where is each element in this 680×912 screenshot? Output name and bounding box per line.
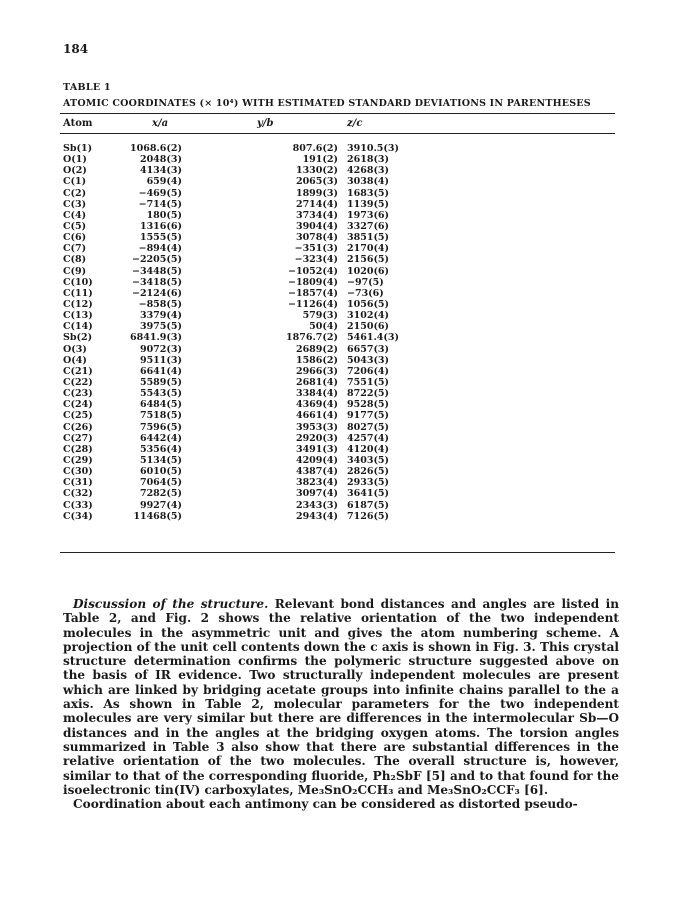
y-coordinate: 1586(2) — [295, 354, 338, 366]
z-coordinate: 6657(3) — [347, 343, 390, 355]
z-coordinate: 1139(5) — [347, 198, 390, 210]
x-coordinate: 5589(5) — [139, 376, 182, 388]
atom-label: C(7) — [63, 243, 87, 255]
y-coordinate: −351(3) — [294, 243, 338, 255]
atom-label: O(4) — [63, 354, 87, 366]
atom-label: O(2) — [63, 165, 87, 177]
z-coordinate: 4120(4) — [347, 443, 390, 455]
x-coordinate: 9511(3) — [139, 354, 182, 366]
page-number: 184 — [63, 42, 89, 56]
atom-label: Sb(2) — [63, 332, 93, 344]
atom-label: C(25) — [63, 410, 93, 422]
x-coordinate: 7596(5) — [139, 421, 182, 433]
z-coordinate: 1973(6) — [347, 209, 390, 221]
y-coordinate: 2920(3) — [295, 432, 338, 444]
table-row — [60, 243, 615, 254]
z-coordinate: 3403(5) — [347, 454, 390, 466]
atom-label: O(3) — [63, 343, 87, 355]
z-coordinate: 5043(3) — [347, 354, 390, 366]
z-coordinate: 9177(5) — [347, 410, 390, 422]
atom-label: C(34) — [63, 510, 93, 522]
table-row — [60, 477, 615, 488]
z-coordinate: 8027(5) — [347, 421, 390, 433]
x-coordinate: 11468(5) — [133, 510, 182, 522]
atom-label: C(5) — [63, 220, 87, 232]
table-row — [60, 277, 615, 288]
table-row — [60, 332, 615, 343]
y-coordinate: −323(4) — [294, 254, 338, 266]
body-text — [63, 597, 619, 811]
z-coordinate: 3910.5(3) — [347, 143, 399, 154]
z-coordinate: 5461.4(3) — [347, 332, 399, 344]
x-coordinate: −3448(5) — [131, 265, 182, 277]
table-row — [60, 188, 615, 199]
y-coordinate: 2065(3) — [295, 176, 338, 188]
x-coordinate: 6641(4) — [139, 365, 182, 377]
y-coordinate: 3491(3) — [295, 443, 338, 455]
table-row — [60, 466, 615, 477]
atom-label: C(9) — [63, 265, 87, 277]
y-coordinate: 3097(4) — [295, 488, 338, 500]
paragraph-discussion — [63, 597, 619, 797]
z-coordinate: 2170(4) — [347, 243, 390, 255]
y-coordinate: −1857(4) — [287, 287, 338, 299]
atom-label: C(10) — [63, 276, 93, 288]
x-coordinate: 6010(5) — [139, 466, 182, 478]
paragraph-text: Relevant bond distances and angles are listed in Table 2, and Fig. 2 shows the relative orientation of the two independent molecules in the asymmetric unit and gives the atom numbering scheme. A projection of the unit cell contents down the c axis is shown in Fig. 3. This crystal structure determination confirms the polymeric structure suggested above on the basis of IR evidence. Two structurally independent molecules are present which are linked by bridging acetate groups into infinite chains parallel to the a axis. As shown in Table 2, molecular parameters for the two independent molecules are very similar but there are differences in the intermolecular Sb—O distances and in the angles at the bridging oxygen atoms. The torsion angles summarized in Table 3 also show that there are substantial differences in the relative orientation of the two molecules. The overall structure is, however, similar to that of the corresponding fluoride, Ph₂SbF [5] and to that found for the isoelectronic tin(IV) carboxylates, Me₃SnO₂CCH₃ and Me₃SnO₂CCF₃ [6]. — [63, 597, 619, 797]
y-coordinate: 191(2) — [302, 154, 338, 166]
table-row — [60, 488, 615, 499]
z-coordinate: 1020(6) — [347, 265, 390, 277]
atom-label: C(13) — [63, 310, 93, 322]
table-row — [60, 232, 615, 243]
table-row — [60, 500, 615, 511]
x-coordinate: −858(5) — [138, 298, 182, 310]
atom-label: C(6) — [63, 232, 87, 244]
atom-label: C(24) — [63, 399, 93, 411]
y-coordinate: 1899(3) — [295, 187, 338, 199]
table-row — [60, 210, 615, 221]
y-coordinate: 2943(4) — [295, 510, 338, 522]
column-header-y: y/b — [257, 118, 274, 129]
table-top-rule — [60, 113, 615, 114]
atom-label: C(8) — [63, 254, 87, 266]
column-header-atom: Atom — [63, 118, 93, 129]
table-row — [60, 321, 615, 332]
table-row — [60, 455, 615, 466]
table-row — [60, 388, 615, 399]
x-coordinate: 9927(4) — [139, 499, 182, 511]
y-coordinate: 50(4) — [309, 321, 338, 333]
y-coordinate: 2966(3) — [295, 365, 338, 377]
table-row — [60, 422, 615, 433]
table-row — [60, 299, 615, 310]
x-coordinate: −714(5) — [138, 198, 182, 210]
z-coordinate: 9528(5) — [347, 399, 390, 411]
table-row — [60, 366, 615, 377]
x-coordinate: 1068.6(2) — [130, 143, 182, 154]
x-coordinate: −469(5) — [138, 187, 182, 199]
paragraph-coordination: Coordination about each antimony can be considered as distorted pseudo- — [73, 797, 578, 812]
z-coordinate: 6187(5) — [347, 499, 390, 511]
table-row — [60, 433, 615, 444]
table-row — [60, 410, 615, 421]
x-coordinate: 3975(5) — [139, 321, 182, 333]
table-row — [60, 399, 615, 410]
y-coordinate: 3078(4) — [295, 232, 338, 244]
atom-label: C(27) — [63, 432, 93, 444]
z-coordinate: 2933(5) — [347, 477, 390, 489]
z-coordinate: 2618(3) — [347, 154, 390, 166]
atom-label: C(32) — [63, 488, 93, 500]
table-row — [60, 165, 615, 176]
atom-label: C(2) — [63, 187, 87, 199]
z-coordinate: 3038(4) — [347, 176, 390, 188]
y-coordinate: 1876.7(2) — [286, 332, 338, 344]
atom-label: C(29) — [63, 454, 93, 466]
atom-label: C(30) — [63, 466, 93, 478]
table-row — [60, 221, 615, 232]
x-coordinate: 6484(5) — [139, 399, 182, 411]
table-row — [60, 511, 615, 522]
y-coordinate: 3823(4) — [295, 477, 338, 489]
x-coordinate: −2124(6) — [131, 287, 182, 299]
z-coordinate: 3327(6) — [347, 220, 390, 232]
x-coordinate: 6841.9(3) — [130, 332, 182, 344]
z-coordinate: 1683(5) — [347, 187, 390, 199]
x-coordinate: −894(4) — [138, 243, 182, 255]
y-coordinate: −1052(4) — [287, 265, 338, 277]
y-coordinate: 4387(4) — [295, 466, 338, 478]
table-row — [60, 377, 615, 388]
table-header-rule — [60, 133, 615, 134]
z-coordinate: 4257(4) — [347, 432, 390, 444]
x-coordinate: 1555(5) — [139, 232, 182, 244]
atom-label: C(23) — [63, 388, 93, 400]
y-coordinate: 2689(2) — [295, 343, 338, 355]
atom-label: O(1) — [63, 154, 87, 166]
x-coordinate: 180(5) — [146, 209, 182, 221]
x-coordinate: 1316(6) — [139, 220, 182, 232]
atom-label: C(4) — [63, 209, 87, 221]
atom-label: C(28) — [63, 443, 93, 455]
x-coordinate: 5543(5) — [139, 388, 182, 400]
x-coordinate: 3379(4) — [139, 310, 182, 322]
atom-label: C(12) — [63, 298, 93, 310]
x-coordinate: −2205(5) — [131, 254, 182, 266]
y-coordinate: 3953(3) — [295, 421, 338, 433]
table-row — [60, 143, 615, 154]
z-coordinate: 8722(5) — [347, 388, 390, 400]
x-coordinate: −3418(5) — [131, 276, 182, 288]
z-coordinate: 2156(5) — [347, 254, 390, 266]
atom-label: C(11) — [63, 287, 93, 299]
z-coordinate: 7126(5) — [347, 510, 390, 522]
x-coordinate: 6442(4) — [139, 432, 182, 444]
atom-label: C(3) — [63, 198, 87, 210]
y-coordinate: 2681(4) — [295, 376, 338, 388]
table-row — [60, 176, 615, 187]
table-row — [60, 344, 615, 355]
atom-label: C(1) — [63, 176, 87, 188]
y-coordinate: 4369(4) — [295, 399, 338, 411]
x-coordinate: 5356(4) — [139, 443, 182, 455]
paragraph-lead: Discussion of the structure. — [73, 597, 269, 611]
y-coordinate: 2714(4) — [295, 198, 338, 210]
column-header-z: z/c — [347, 118, 363, 129]
x-coordinate: 9072(3) — [139, 343, 182, 355]
atom-label: C(14) — [63, 321, 93, 333]
y-coordinate: 579(3) — [302, 310, 338, 322]
x-coordinate: 4134(3) — [139, 165, 182, 177]
table-caption: ATOMIC COORDINATES (× 10⁴) WITH ESTIMATED STANDARD DEVIATIONS IN PARENTHESES — [63, 98, 591, 109]
y-coordinate: 4209(4) — [295, 454, 338, 466]
x-coordinate: 2048(3) — [139, 154, 182, 166]
y-coordinate: 4661(4) — [295, 410, 338, 422]
z-coordinate: 1056(5) — [347, 298, 390, 310]
atom-label: C(26) — [63, 421, 93, 433]
x-coordinate: 659(4) — [146, 176, 182, 188]
atom-label: C(21) — [63, 365, 93, 377]
table-bottom-rule — [60, 552, 615, 553]
x-coordinate: 7064(5) — [139, 477, 182, 489]
y-coordinate: 1330(2) — [295, 165, 338, 177]
table-row — [60, 154, 615, 165]
table-row — [60, 444, 615, 455]
table-row — [60, 288, 615, 299]
z-coordinate: −97(5) — [347, 276, 384, 288]
table-label: TABLE 1 — [63, 82, 111, 93]
z-coordinate: 7551(5) — [347, 376, 390, 388]
z-coordinate: 7206(4) — [347, 365, 390, 377]
z-coordinate: 4268(3) — [347, 165, 390, 177]
z-coordinate: −73(6) — [347, 287, 384, 299]
column-header-x: x/a — [152, 118, 169, 129]
z-coordinate: 3102(4) — [347, 310, 390, 322]
table-row — [60, 266, 615, 277]
table-row — [60, 310, 615, 321]
y-coordinate: 3384(4) — [295, 388, 338, 400]
z-coordinate: 2150(6) — [347, 321, 390, 333]
atom-label: C(22) — [63, 376, 93, 388]
x-coordinate: 7282(5) — [139, 488, 182, 500]
table-body — [60, 143, 615, 522]
y-coordinate: −1809(4) — [287, 276, 338, 288]
atom-label: C(33) — [63, 499, 93, 511]
x-coordinate: 5134(5) — [139, 454, 182, 466]
z-coordinate: 3641(5) — [347, 488, 390, 500]
x-coordinate: 7518(5) — [139, 410, 182, 422]
z-coordinate: 3851(5) — [347, 232, 390, 244]
y-coordinate: 807.6(2) — [292, 143, 338, 154]
table-row — [60, 355, 615, 366]
y-coordinate: 3904(4) — [295, 220, 338, 232]
table-row — [60, 199, 615, 210]
y-coordinate: −1126(4) — [287, 298, 338, 310]
table-row — [60, 254, 615, 265]
y-coordinate: 3734(4) — [295, 209, 338, 221]
y-coordinate: 2343(3) — [295, 499, 338, 511]
atom-label: Sb(1) — [63, 143, 93, 154]
atom-label: C(31) — [63, 477, 93, 489]
z-coordinate: 2826(5) — [347, 466, 390, 478]
